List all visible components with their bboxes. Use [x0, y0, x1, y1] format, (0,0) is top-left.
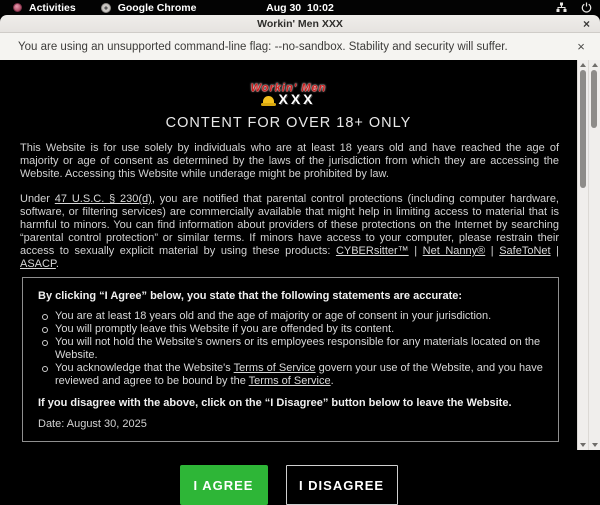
scroll-up-icon[interactable] [578, 61, 588, 69]
age-statement-paragraph: This Website is for use solely by individuals who are at least 18 years old and have reached the age of majority or age of consent as determined by the laws of the jurisdiction from which they are accessing the Website. Accessing this Website while underage might be prohibited by law. [20, 142, 559, 180]
site-logo-xxx-text: XXX [278, 91, 316, 107]
agreement-list [38, 310, 543, 388]
scroll-down-icon[interactable] [589, 441, 600, 449]
agreement-box [22, 277, 559, 442]
site-logo-script-text: Workin' Men [250, 82, 327, 94]
scroll-up-icon[interactable] [589, 61, 600, 69]
link-separator: | [408, 245, 423, 257]
chrome-infobar [0, 33, 600, 60]
terms-of-service-link[interactable]: Terms of Service [233, 362, 316, 374]
gnome-top-bar [0, 0, 600, 15]
page-content [0, 60, 577, 493]
paragraph2-prefix: Under [20, 193, 55, 205]
clock[interactable]: Aug 30 10:02 [266, 1, 334, 14]
list-item [38, 362, 543, 388]
disagree-note: If you disagree with the above, click on the “I Disagree” button below to leave the Website. [38, 397, 512, 409]
disagree-button[interactable]: I DISAGREE [286, 465, 398, 505]
netnanny-link[interactable]: Net Nanny® [422, 245, 486, 257]
power-icon[interactable] [581, 2, 592, 13]
list-item: You will not hold the Website's owners or its employees responsible for any materials located on the Website. [38, 336, 543, 362]
bullet4-suffix: . [330, 375, 334, 387]
window-close-icon[interactable]: × [582, 16, 590, 31]
display-scrollbar[interactable] [588, 60, 600, 450]
infobar-close-icon[interactable]: × [577, 38, 585, 54]
page-scrollbar[interactable] [577, 60, 588, 450]
site-logo [0, 83, 577, 106]
link-separator: | [485, 245, 500, 257]
page-title: CONTENT FOR OVER 18+ ONLY [165, 115, 412, 131]
paragraph2-body: , you are notified that parental control protections (including computer hardware, software, or filtering services) are commercially available that might help in limiting access to material that is harmful to minors. You can find information about providers of these protections on the Internet by searching “parental control protection” or similar terms. If minors have access to your computer, please restrain their access to sexually explicit material by using these products: [20, 193, 559, 257]
scroll-down-icon[interactable] [578, 441, 588, 449]
link-separator: | [550, 245, 559, 257]
consent-buttons-row [0, 465, 577, 505]
network-icon[interactable] [556, 2, 567, 13]
infobar-message: You are using an unsupported command-line flag: --no-sandbox. Stability and security will suffer. [18, 40, 508, 53]
window-title: Workin' Men XXX [257, 17, 343, 30]
safetonet-link[interactable]: SafeToNet [499, 245, 551, 257]
bullet4-mid: govern your use of the Website, and you have reviewed and agree to be bound by the [55, 362, 543, 387]
activities-label: Activities [29, 1, 76, 14]
date-line: Date: August 30, 2025 [38, 418, 147, 430]
page-scrollbar-thumb[interactable] [580, 70, 586, 188]
bullet4-pre: You acknowledge that the Website's [55, 362, 234, 374]
terms-of-service-link[interactable]: Terms of Service [248, 375, 331, 387]
list-item: You are at least 18 years old and the age of majority or age of consent in your jurisdiction. [38, 310, 543, 323]
agreement-intro: By clicking “I Agree” below, you state that the following statements are accurate: [38, 290, 463, 302]
statute-link[interactable]: 47 U.S.C. § 230(d) [54, 193, 152, 205]
paragraph2-suffix: . [55, 258, 59, 270]
cybersitter-link[interactable]: CYBERsitter™ [335, 245, 409, 257]
hard-hat-icon [261, 96, 276, 106]
display-scrollbar-thumb[interactable] [591, 70, 597, 128]
window-titlebar[interactable] [0, 15, 600, 33]
asacp-link[interactable]: ASACP [20, 258, 56, 270]
app-menu-label: Google Chrome [117, 1, 197, 14]
agree-button[interactable]: I AGREE [180, 465, 268, 505]
parental-controls-paragraph [20, 193, 559, 271]
list-item: You will promptly leave this Website if you are offended by its content. [38, 323, 543, 336]
